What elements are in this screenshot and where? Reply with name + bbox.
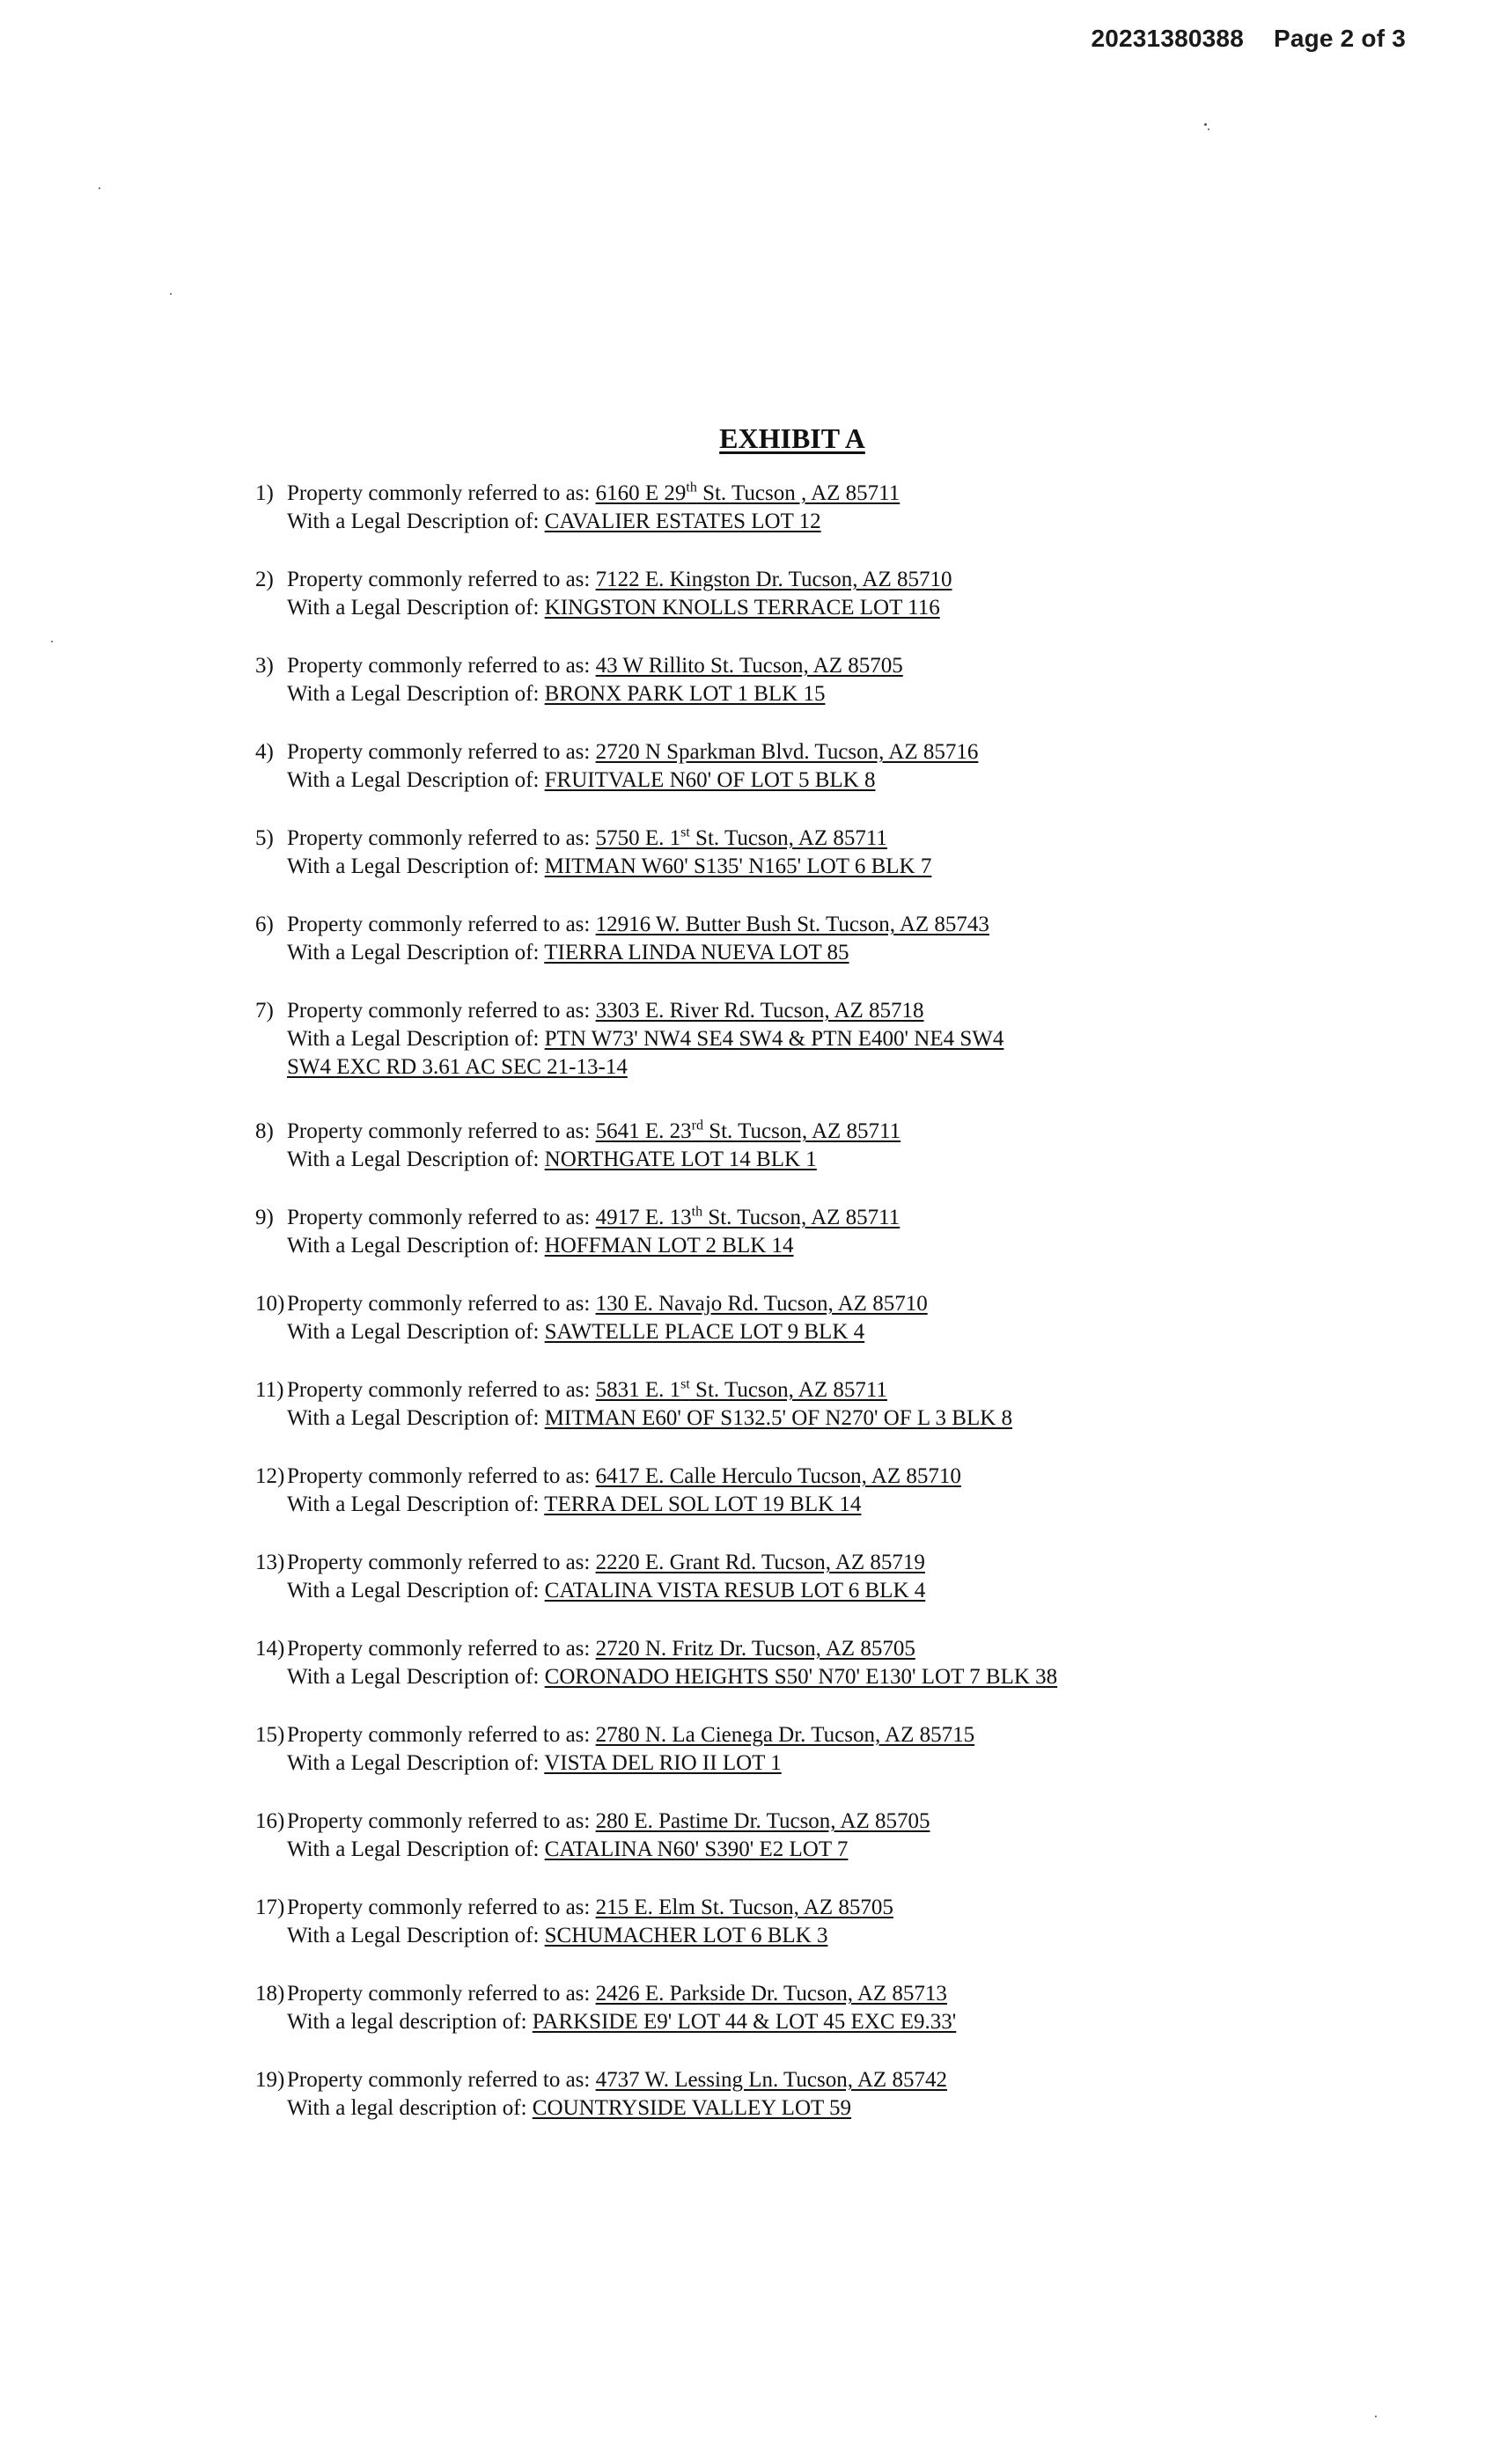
property-address: 280 E. Pastime Dr. Tucson, AZ 85705 [595, 1809, 930, 1833]
legal-description: CATALINA VISTA RESUB LOT 6 BLK 4 [544, 1579, 926, 1602]
address-prefix: Property commonly referred to as: [287, 826, 591, 850]
item-number: 6) [255, 913, 274, 936]
property-address: 2720 N. Fritz Dr. Tucson, AZ 85705 [595, 1637, 915, 1661]
scan-speck [1375, 2416, 1377, 2417]
property-address: 2780 N. La Cienega Dr. Tucson, AZ 85715 [595, 1723, 975, 1747]
address-prefix: Property commonly referred to as: [287, 1378, 591, 1402]
item-number: 17) [255, 1896, 285, 1919]
legal-description: MITMAN E60' OF S132.5' OF N270' OF L 3 BLK 8 [544, 1406, 1013, 1430]
address-prefix: Property commonly referred to as: [287, 1551, 591, 1574]
property-address: 4737 W. Lessing Ln. Tucson, AZ 85742 [595, 2068, 947, 2092]
address-prefix: Property commonly referred to as: [287, 1206, 591, 1229]
address-prefix: Property commonly referred to as: [287, 1292, 591, 1316]
property-address: 43 W Rillito St. Tucson, AZ 85705 [595, 654, 903, 678]
property-item [255, 1463, 1400, 1549]
legal-description: CAVALIER ESTATES LOT 12 [544, 510, 821, 533]
property-item [255, 911, 1400, 997]
property-address: 6417 E. Calle Herculo Tucson, AZ 85710 [595, 1464, 961, 1488]
address-prefix: Property commonly referred to as: [287, 1896, 591, 1919]
legal-description: CATALINA N60' S390' E2 LOT 7 [544, 1837, 849, 1861]
legal-prefix: With a Legal Description of: [287, 1406, 540, 1430]
legal-prefix: With a Legal Description of: [287, 1320, 540, 1344]
item-number: 8) [255, 1119, 274, 1143]
property-item [255, 2066, 1400, 2152]
item-number: 9) [255, 1206, 274, 1229]
item-number: 2) [255, 568, 274, 591]
legal-prefix: With a Legal Description of: [287, 510, 540, 533]
property-item [255, 1290, 1400, 1376]
legal-description: SAWTELLE PLACE LOT 9 BLK 4 [544, 1320, 865, 1344]
legal-description: TIERRA LINDA NUEVA LOT 85 [544, 941, 849, 964]
address-prefix: Property commonly referred to as: [287, 1119, 591, 1143]
property-item [255, 1118, 1400, 1204]
scan-speck [99, 187, 100, 189]
legal-prefix: With a Legal Description of: [287, 682, 540, 706]
property-item [255, 1204, 1400, 1290]
legal-description: KINGSTON KNOLLS TERRACE LOT 116 [544, 596, 940, 620]
address-prefix: Property commonly referred to as: [287, 568, 591, 591]
property-item [255, 1721, 1400, 1808]
property-item [255, 1376, 1400, 1463]
property-address: 2426 E. Parkside Dr. Tucson, AZ 85713 [595, 1982, 947, 2006]
property-item [255, 997, 1400, 1118]
legal-prefix: With a Legal Description of: [287, 1234, 540, 1258]
address-prefix: Property commonly referred to as: [287, 2068, 591, 2092]
property-address: 5750 E. 1st St. Tucson, AZ 85711 [595, 825, 887, 850]
property-item [255, 1549, 1400, 1635]
property-address: 2720 N Sparkman Blvd. Tucson, AZ 85716 [595, 740, 979, 764]
legal-prefix: With a Legal Description of: [287, 768, 540, 792]
legal-prefix: With a Legal Description of: [287, 854, 540, 878]
legal-description-continued: SW4 EXC RD 3.61 AC SEC 21-13-14 [287, 1055, 628, 1079]
legal-prefix: With a Legal Description of: [287, 1148, 540, 1171]
property-address: 5641 E. 23rd St. Tucson, AZ 85711 [595, 1118, 901, 1143]
legal-prefix: With a legal description of: [287, 2096, 527, 2120]
address-prefix: Property commonly referred to as: [287, 1982, 591, 2006]
legal-description: MITMAN W60' S135' N165' LOT 6 BLK 7 [544, 854, 932, 878]
property-address: 2220 E. Grant Rd. Tucson, AZ 85719 [595, 1551, 925, 1574]
item-number: 18) [255, 1982, 285, 2006]
scan-speck [1208, 128, 1209, 130]
address-prefix: Property commonly referred to as: [287, 1723, 591, 1747]
address-prefix: Property commonly referred to as: [287, 1809, 591, 1833]
legal-prefix: With a Legal Description of: [287, 1579, 540, 1602]
legal-prefix: With a Legal Description of: [287, 1924, 540, 1947]
legal-description: PARKSIDE E9' LOT 44 & LOT 45 EXC E9.33' [532, 2010, 957, 2034]
legal-description: CORONADO HEIGHTS S50' N70' E130' LOT 7 BLK 38 [544, 1665, 1058, 1689]
item-number: 1) [255, 481, 274, 505]
item-number: 15) [255, 1723, 285, 1747]
property-item [255, 1980, 1400, 2066]
property-item [255, 480, 1400, 566]
exhibit-title: EXHIBIT A [719, 422, 865, 454]
address-prefix: Property commonly referred to as: [287, 1464, 591, 1488]
item-number: 10) [255, 1292, 285, 1316]
property-address: 5831 E. 1st St. Tucson, AZ 85711 [595, 1376, 887, 1402]
address-prefix: Property commonly referred to as: [287, 740, 591, 764]
property-item [255, 566, 1400, 652]
address-prefix: Property commonly referred to as: [287, 913, 591, 936]
page-header [1091, 25, 1406, 53]
property-address: 3303 E. River Rd. Tucson, AZ 85718 [595, 999, 924, 1023]
property-item [255, 738, 1400, 825]
page-number: Page 2 of 3 [1273, 25, 1406, 52]
legal-prefix: With a Legal Description of: [287, 1751, 540, 1775]
legal-description: PTN W73' NW4 SE4 SW4 & PTN E400' NE4 SW4 [544, 1027, 1004, 1051]
address-prefix: Property commonly referred to as: [287, 481, 591, 505]
item-number: 12) [255, 1464, 285, 1488]
property-address: 6160 E 29th St. Tucson , AZ 85711 [595, 480, 901, 505]
legal-description: COUNTRYSIDE VALLEY LOT 59 [532, 2096, 852, 2120]
item-number: 11) [255, 1378, 284, 1402]
item-number: 3) [255, 654, 274, 678]
legal-description: HOFFMAN LOT 2 BLK 14 [544, 1234, 794, 1258]
property-item [255, 1894, 1400, 1980]
legal-prefix: With a Legal Description of: [287, 596, 540, 620]
property-address: 12916 W. Butter Bush St. Tucson, AZ 85743 [595, 913, 989, 936]
address-prefix: Property commonly referred to as: [287, 1637, 591, 1661]
property-address: 4917 E. 13th St. Tucson, AZ 85711 [595, 1204, 901, 1229]
scan-speck [1204, 123, 1207, 126]
legal-prefix: With a Legal Description of: [287, 1492, 540, 1516]
document-number: 20231380388 [1091, 25, 1244, 52]
property-address: 7122 E. Kingston Dr. Tucson, AZ 85710 [595, 568, 952, 591]
address-prefix: Property commonly referred to as: [287, 999, 591, 1023]
item-number: 16) [255, 1809, 285, 1833]
item-number: 4) [255, 740, 274, 764]
item-number: 5) [255, 826, 274, 850]
property-list [255, 480, 1400, 2152]
address-prefix: Property commonly referred to as: [287, 654, 591, 678]
scan-speck [51, 641, 53, 642]
legal-prefix: With a legal description of: [287, 2010, 527, 2034]
legal-description: TERRA DEL SOL LOT 19 BLK 14 [544, 1492, 862, 1516]
property-item [255, 1808, 1400, 1894]
legal-description: SCHUMACHER LOT 6 BLK 3 [544, 1924, 828, 1947]
legal-prefix: With a Legal Description of: [287, 1837, 540, 1861]
scan-speck [170, 293, 172, 295]
property-item [255, 1635, 1400, 1721]
legal-prefix: With a Legal Description of: [287, 941, 540, 964]
legal-description: VISTA DEL RIO II LOT 1 [544, 1751, 782, 1775]
item-number: 14) [255, 1637, 285, 1661]
legal-description: NORTHGATE LOT 14 BLK 1 [544, 1148, 817, 1171]
property-item [255, 825, 1400, 911]
property-item [255, 652, 1400, 738]
item-number: 13) [255, 1551, 285, 1574]
item-number: 7) [255, 999, 274, 1023]
item-number: 19) [255, 2068, 285, 2092]
legal-description: BRONX PARK LOT 1 BLK 15 [544, 682, 826, 706]
property-address: 215 E. Elm St. Tucson, AZ 85705 [595, 1896, 893, 1919]
property-address: 130 E. Navajo Rd. Tucson, AZ 85710 [595, 1292, 928, 1316]
legal-prefix: With a Legal Description of: [287, 1027, 540, 1051]
legal-description: FRUITVALE N60' OF LOT 5 BLK 8 [544, 768, 876, 792]
legal-prefix: With a Legal Description of: [287, 1665, 540, 1689]
